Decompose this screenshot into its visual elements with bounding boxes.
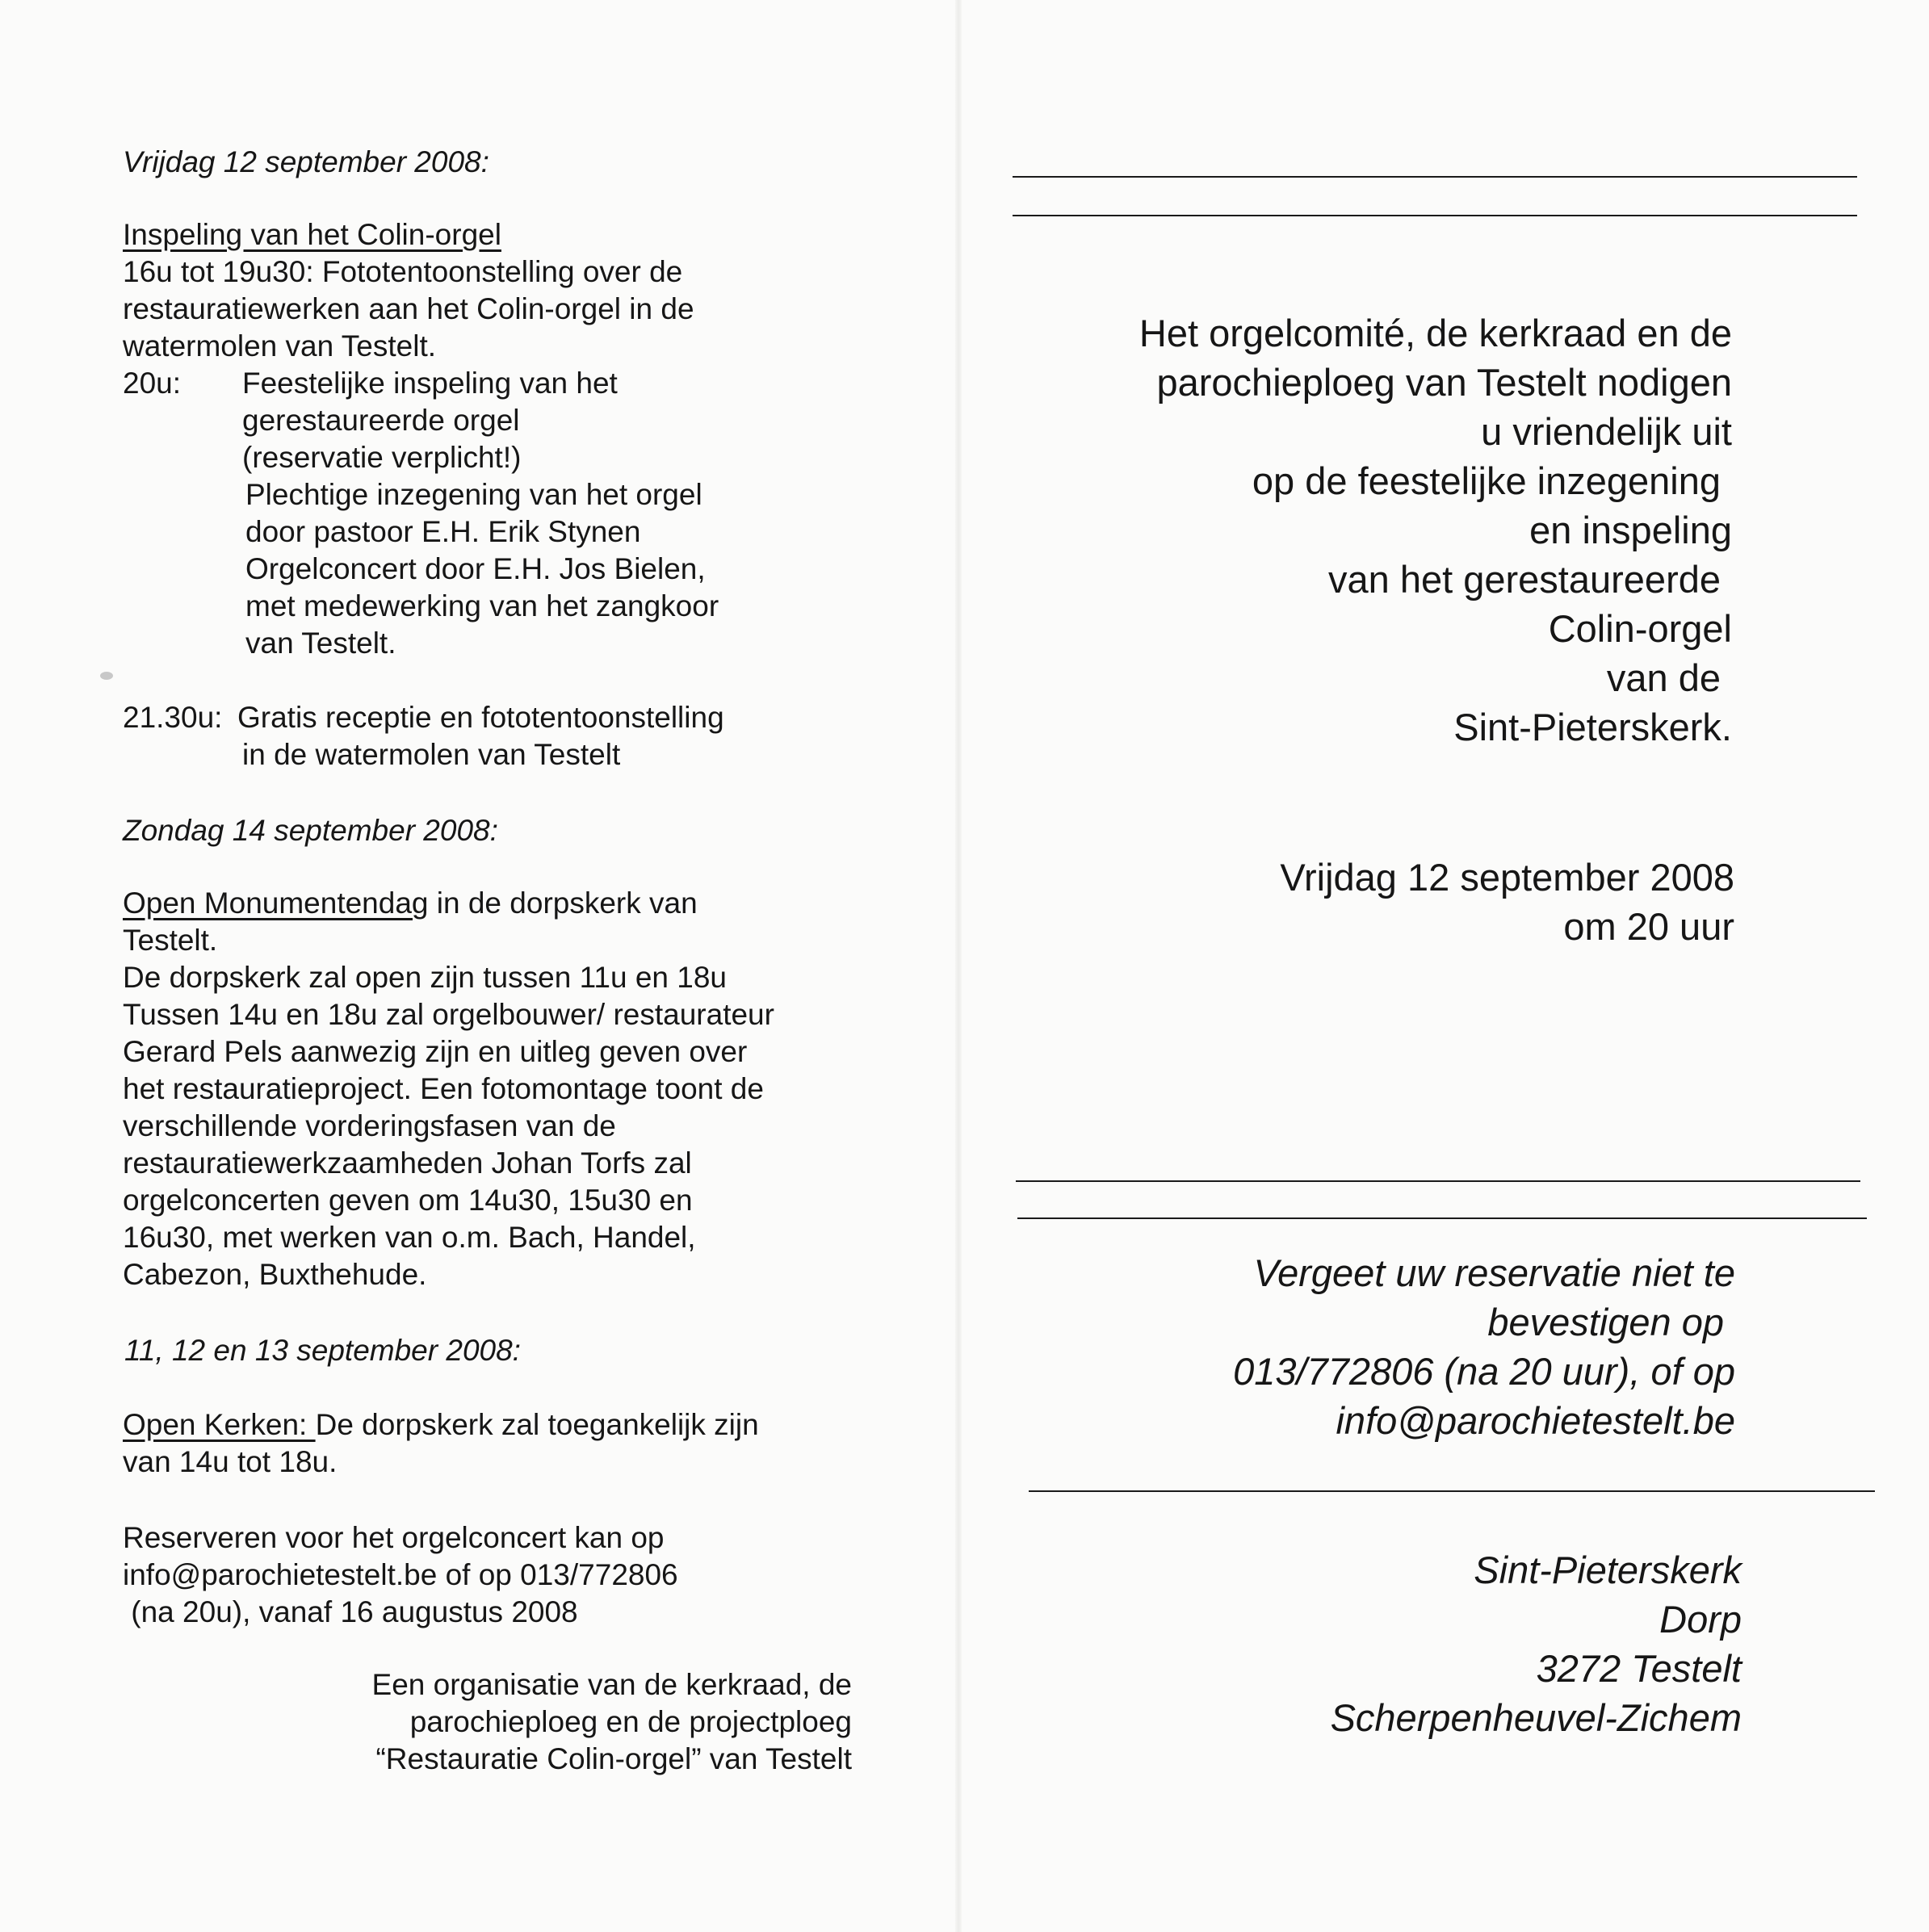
day3-underlined: Open Kerken:: [123, 1408, 316, 1441]
invite-line: Sint-Pieterskerk.: [1453, 706, 1732, 748]
date-line: Vrijdag 12 september 2008: [1280, 856, 1734, 899]
address-block: [1331, 1545, 1742, 1742]
item-20u-line: (reservatie verplicht!): [242, 441, 522, 474]
org-line: parochieploeg en de projectploeg: [409, 1705, 852, 1738]
invite-line: u vriendelijk uit: [1481, 410, 1732, 453]
event-date: [1280, 853, 1734, 951]
divider-mid-2: [1017, 1217, 1867, 1219]
scan-speck: [100, 672, 113, 680]
day2-line: Cabezon, Buxthehude.: [123, 1258, 427, 1291]
day2-line: verschillende vorderingsfasen van de: [123, 1109, 616, 1142]
day2-line: Gerard Pels aanwezig zijn en uitleg geven over: [123, 1035, 748, 1068]
reserve-line: info@parochietestelt.be of op 013/772806: [123, 1558, 678, 1591]
address-line: Dorp: [1659, 1598, 1742, 1641]
invite-line: parochieploeg van Testelt nodigen: [1156, 361, 1732, 404]
day2-first-rest: in de dorpskerk van: [428, 886, 698, 920]
reminder-line: 013/772806 (na 20 uur), of op: [1233, 1350, 1735, 1393]
item-2130-line: Gratis receptie en fototentoonstelling: [237, 701, 724, 734]
invite-line: van de: [1606, 656, 1721, 699]
time-2130: 21.30u:: [123, 701, 223, 734]
left-panel-program: [0, 0, 953, 1932]
divider-bottom: [1029, 1490, 1875, 1492]
day2-underlined: Open Monumentendag: [123, 886, 429, 920]
item-20u-line: Feestelijke inspeling van het: [242, 367, 618, 400]
invite-line: op de feestelijke inzegening: [1252, 459, 1721, 502]
invite-line: en inspeling: [1529, 509, 1732, 551]
day1-heading: Vrijdag 12 september 2008:: [123, 145, 489, 178]
item-20u-line: Plechtige inzegening van het orgel: [245, 478, 702, 511]
item-20u-line: gerestaureerde orgel: [242, 404, 520, 437]
address-line: 3272 Testelt: [1536, 1647, 1742, 1690]
time-20u: 20u:: [123, 367, 182, 400]
item-20u-line: door pastoor E.H. Erik Stynen: [245, 515, 641, 548]
address-line: Scherpenheuvel-Zichem: [1330, 1696, 1742, 1739]
day2-first-line: [123, 885, 698, 922]
day2-heading: Zondag 14 september 2008:: [123, 814, 498, 847]
reserve-line: (na 20u), vanaf 16 augustus 2008: [123, 1595, 578, 1628]
reminder-line: bevestigen op: [1487, 1301, 1724, 1343]
organisation-block: [372, 1666, 852, 1778]
reminder-text: [1233, 1248, 1735, 1445]
day2-line: orgelconcerten geven om 14u30, 15u30 en: [123, 1184, 693, 1217]
divider-top-1: [1013, 176, 1857, 178]
item-20u-line: met medewerking van het zangkoor: [245, 589, 719, 622]
invite-line: Colin-orgel: [1548, 607, 1732, 650]
day3-line: van 14u tot 18u.: [123, 1445, 338, 1478]
invitation-text: [1139, 308, 1732, 752]
right-panel-invitation: [962, 0, 1929, 1932]
day3-first-line: [123, 1406, 759, 1444]
day3-heading: 11, 12 en 13 september 2008:: [124, 1334, 521, 1367]
divider-mid-1: [1016, 1180, 1860, 1182]
day2-line: Testelt.: [123, 924, 218, 957]
day2-line: restauratiewerkzaamheden Johan Torfs zal: [123, 1146, 692, 1180]
reminder-line: info@parochietestelt.be: [1336, 1399, 1735, 1442]
reminder-line: Vergeet uw reservatie niet te: [1253, 1251, 1735, 1294]
day2-line: Tussen 14u en 18u zal orgelbouwer/ restaurateur: [123, 998, 774, 1031]
divider-top-2: [1013, 215, 1857, 216]
date-line: om 20 uur: [1563, 905, 1734, 948]
day1-line: watermolen van Testelt.: [123, 329, 437, 363]
reserve-line: Reserveren voor het orgelconcert kan op: [123, 1521, 665, 1554]
item-2130-line: in de watermolen van Testelt: [242, 738, 621, 771]
day1-line: restauratiewerken aan het Colin-orgel in de: [123, 292, 694, 325]
invite-line: Het orgelcomité, de kerkraad en de: [1139, 312, 1732, 354]
day1-subtitle: Inspeling van het Colin-orgel: [123, 218, 501, 251]
day3-first-rest: De dorpskerk zal toegankelijk zijn: [315, 1408, 759, 1441]
item-20u-line: van Testelt.: [245, 627, 396, 660]
day2-line: het restauratieproject. Een fotomontage toont de: [123, 1072, 764, 1105]
org-line: Een organisatie van de kerkraad, de: [371, 1668, 852, 1701]
invite-line: van het gerestaureerde: [1328, 558, 1721, 601]
address-line: Sint-Pieterskerk: [1474, 1549, 1742, 1591]
day2-line: 16u30, met werken van o.m. Bach, Handel,: [123, 1221, 696, 1254]
day1-line: 16u tot 19u30: Fototentoonstelling over de: [123, 255, 683, 288]
org-line: “Restauratie Colin-orgel” van Testelt: [375, 1742, 852, 1775]
day2-line: De dorpskerk zal open zijn tussen 11u en 18u: [123, 961, 728, 994]
item-20u-line: Orgelconcert door E.H. Jos Bielen,: [245, 552, 706, 585]
fold-line: [955, 0, 962, 1932]
